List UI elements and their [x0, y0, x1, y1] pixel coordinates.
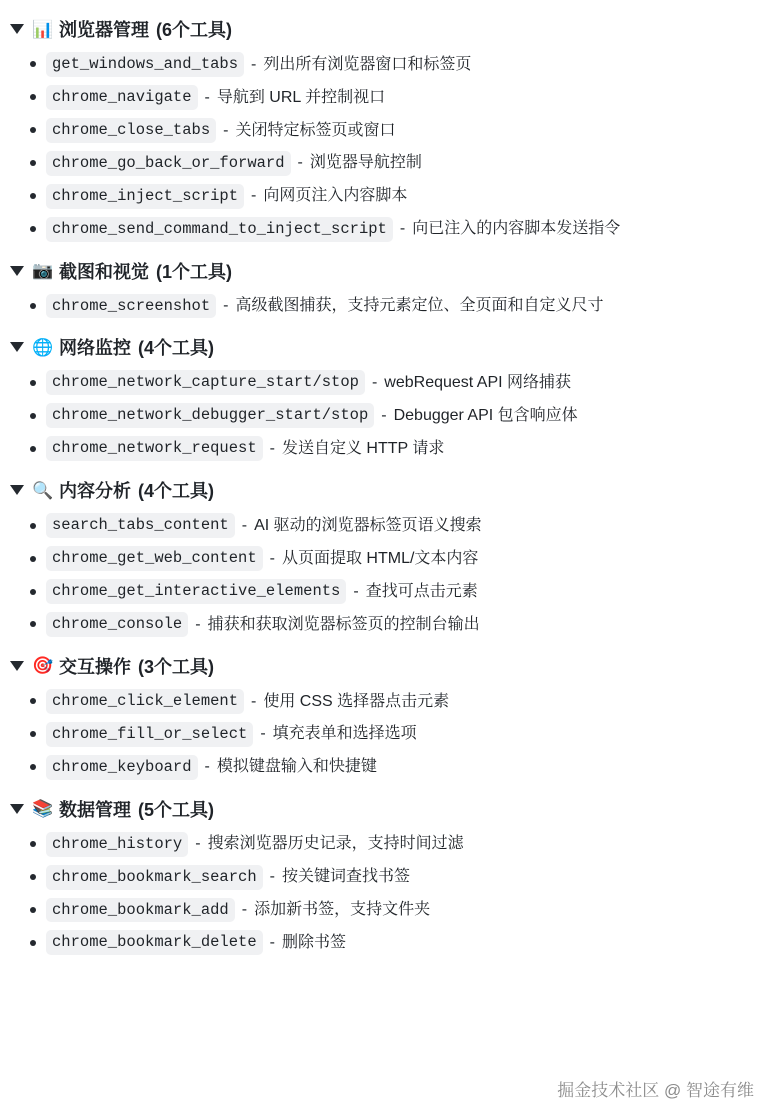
bullet-icon	[30, 303, 36, 309]
list-item	[30, 81, 772, 114]
tool-list	[0, 509, 772, 641]
list-item	[30, 147, 772, 180]
list-item	[30, 718, 772, 751]
tool-section	[0, 647, 772, 784]
section-header[interactable]	[0, 328, 772, 366]
separator-dash: -	[251, 55, 257, 73]
bullet-icon	[30, 731, 36, 737]
list-item	[30, 366, 772, 399]
bullet-icon	[30, 127, 36, 133]
list-item	[30, 608, 772, 641]
tool-name: chrome_go_back_or_forward	[46, 151, 291, 176]
section-tool-count: (6个工具)	[156, 20, 232, 40]
tool-name: chrome_screenshot	[46, 294, 216, 319]
tool-description: 删除书签	[281, 934, 346, 952]
books-icon: 📚	[32, 799, 54, 819]
bullet-icon	[30, 61, 36, 67]
section-header[interactable]	[0, 252, 772, 290]
bullet-icon	[30, 193, 36, 199]
tool-description: 模拟键盘输入和快捷键	[216, 758, 377, 776]
tool-list	[0, 685, 772, 784]
separator-dash: -	[399, 220, 406, 238]
tool-description: AI 驱动的浏览器标签页语义搜索	[254, 516, 482, 534]
tool-description: 关闭特定标签页或窗口	[235, 121, 396, 139]
list-item	[30, 894, 772, 927]
target-icon: 🎯	[32, 656, 54, 676]
tool-section	[0, 10, 772, 246]
tool-description: 搜索浏览器历史记录，支持时间过滤	[207, 835, 464, 853]
list-item	[30, 213, 772, 246]
separator-dash: -	[269, 439, 275, 457]
tool-description: 按关键词查找书签	[281, 868, 410, 886]
list-item	[30, 575, 772, 608]
sections-container	[0, 10, 772, 959]
tool-name: search_tabs_content	[46, 513, 235, 538]
list-item	[30, 509, 772, 542]
tool-description: 添加新书签，支持文件夹	[254, 901, 431, 919]
bullet-icon	[30, 556, 36, 562]
tool-name: chrome_history	[46, 832, 188, 857]
tool-name: chrome_click_element	[46, 689, 244, 714]
separator-dash: -	[241, 516, 248, 534]
tool-description: 向已注入的内容脚本发送指令	[412, 220, 621, 238]
tool-name: chrome_network_capture_start/stop	[46, 370, 365, 395]
section-tool-count: (5个工具)	[138, 799, 214, 820]
list-item	[30, 542, 772, 575]
tool-description: 从页面提取 HTML/文本内容	[281, 549, 479, 567]
tool-name: chrome_console	[46, 612, 188, 637]
section-title: 数据管理	[59, 799, 131, 820]
section-header[interactable]	[0, 10, 772, 48]
section-tool-count: (1个工具)	[156, 261, 232, 282]
tool-name: chrome_network_request	[46, 436, 263, 461]
tool-section	[0, 471, 772, 641]
separator-dash: -	[269, 549, 275, 567]
chevron-down-icon[interactable]	[10, 804, 24, 814]
tool-name: get_windows_and_tabs	[46, 52, 244, 77]
tool-name: chrome_keyboard	[46, 755, 198, 780]
separator-dash: -	[297, 154, 303, 172]
chevron-down-icon[interactable]	[10, 266, 24, 276]
tool-name: chrome_fill_or_select	[46, 722, 253, 747]
bullet-icon	[30, 226, 36, 232]
bullet-icon	[30, 523, 36, 529]
list-item	[30, 432, 772, 465]
tool-list	[0, 366, 772, 465]
tool-name: chrome_get_web_content	[46, 546, 263, 571]
bullet-icon	[30, 874, 36, 880]
bullet-icon	[30, 413, 36, 419]
tool-name: chrome_get_interactive_elements	[46, 579, 346, 604]
list-item	[30, 861, 772, 894]
separator-dash: -	[223, 297, 229, 315]
bullet-icon	[30, 764, 36, 770]
separator-dash: -	[269, 868, 275, 886]
chevron-down-icon[interactable]	[10, 661, 24, 671]
separator-dash: -	[204, 88, 210, 106]
tool-list	[0, 828, 772, 960]
tool-description: 导航到 URL 并控制视口	[216, 88, 386, 106]
tool-section	[0, 790, 772, 960]
bullet-icon	[30, 446, 36, 452]
camera-icon: 📷	[32, 261, 54, 281]
separator-dash: -	[241, 901, 248, 919]
bullet-icon	[30, 841, 36, 847]
bullet-icon	[30, 621, 36, 627]
tool-description: 发送自定义 HTTP 请求	[281, 439, 445, 457]
bullet-icon	[30, 940, 36, 946]
list-item	[30, 48, 772, 81]
section-title: 内容分析	[59, 481, 131, 502]
section-tool-count: (4个工具)	[138, 481, 214, 502]
bullet-icon	[30, 589, 36, 595]
tool-name: chrome_bookmark_delete	[46, 930, 263, 955]
bullet-icon	[30, 160, 36, 166]
section-header[interactable]	[0, 647, 772, 685]
section-title: 交互操作	[59, 656, 131, 677]
tool-description: 填充表单和选择选项	[272, 725, 417, 743]
list-item	[30, 828, 772, 861]
separator-dash: -	[251, 692, 257, 710]
list-item	[30, 926, 772, 959]
tool-name: chrome_inject_script	[46, 184, 244, 209]
tool-section	[0, 252, 772, 323]
bullet-icon	[30, 698, 36, 704]
tool-description: 向网页注入内容脚本	[263, 187, 408, 205]
tool-description: 使用 CSS 选择器点击元素	[263, 692, 450, 710]
list-item	[30, 399, 772, 432]
bullet-icon	[30, 907, 36, 913]
tool-description: 列出所有浏览器窗口和标签页	[263, 55, 472, 73]
chevron-down-icon[interactable]	[10, 342, 24, 352]
separator-dash: -	[269, 934, 275, 952]
bullet-icon	[30, 380, 36, 386]
section-tool-count: (4个工具)	[138, 338, 214, 359]
separator-dash: -	[223, 121, 229, 139]
list-item	[30, 114, 772, 147]
section-title: 浏览器管理	[59, 20, 149, 40]
tool-name: chrome_bookmark_search	[46, 865, 263, 890]
separator-dash: -	[251, 187, 257, 205]
tool-description: 浏览器导航控制	[309, 154, 422, 172]
tool-list	[0, 290, 772, 323]
separator-dash: -	[381, 407, 387, 425]
tool-description: 高级截图捕获，支持元素定位、全页面和自定义尺寸	[235, 297, 604, 315]
chevron-down-icon[interactable]	[10, 24, 24, 34]
tool-list	[0, 48, 772, 246]
tool-description: 查找可点击元素	[365, 582, 478, 600]
section-title: 截图和视觉	[59, 261, 149, 282]
bullet-icon	[30, 94, 36, 100]
tool-section	[0, 328, 772, 465]
tool-description: webRequest API 网络捕获	[384, 374, 572, 392]
separator-dash: -	[260, 725, 266, 743]
list-item	[30, 685, 772, 718]
separator-dash: -	[195, 615, 201, 633]
separator-dash: -	[353, 582, 359, 600]
separator-dash: -	[195, 835, 201, 853]
tool-name: chrome_network_debugger_start/stop	[46, 403, 374, 428]
tool-name: chrome_navigate	[46, 85, 198, 110]
bar-chart-icon: 📊	[32, 19, 54, 39]
section-tool-count: (3个工具)	[138, 656, 214, 677]
chevron-down-icon[interactable]	[10, 485, 24, 495]
tool-description: 捕获和获取浏览器标签页的控制台输出	[207, 615, 480, 633]
tool-name: chrome_bookmark_add	[46, 898, 235, 923]
section-header[interactable]	[0, 790, 772, 828]
section-title: 网络监控	[59, 338, 131, 359]
list-item	[30, 180, 772, 213]
list-item	[30, 290, 772, 323]
section-header[interactable]	[0, 471, 772, 509]
separator-dash: -	[371, 374, 378, 392]
tool-name: chrome_send_command_to_inject_script	[46, 217, 393, 242]
list-item	[30, 751, 772, 784]
globe-icon: 🌐	[32, 337, 54, 357]
magnifier-icon: 🔍	[32, 480, 54, 500]
watermark: 掘金技术社区 @ 智途有维	[557, 1081, 754, 1100]
separator-dash: -	[204, 758, 210, 776]
tool-name: chrome_close_tabs	[46, 118, 216, 143]
tool-description: Debugger API 包含响应体	[393, 407, 578, 425]
